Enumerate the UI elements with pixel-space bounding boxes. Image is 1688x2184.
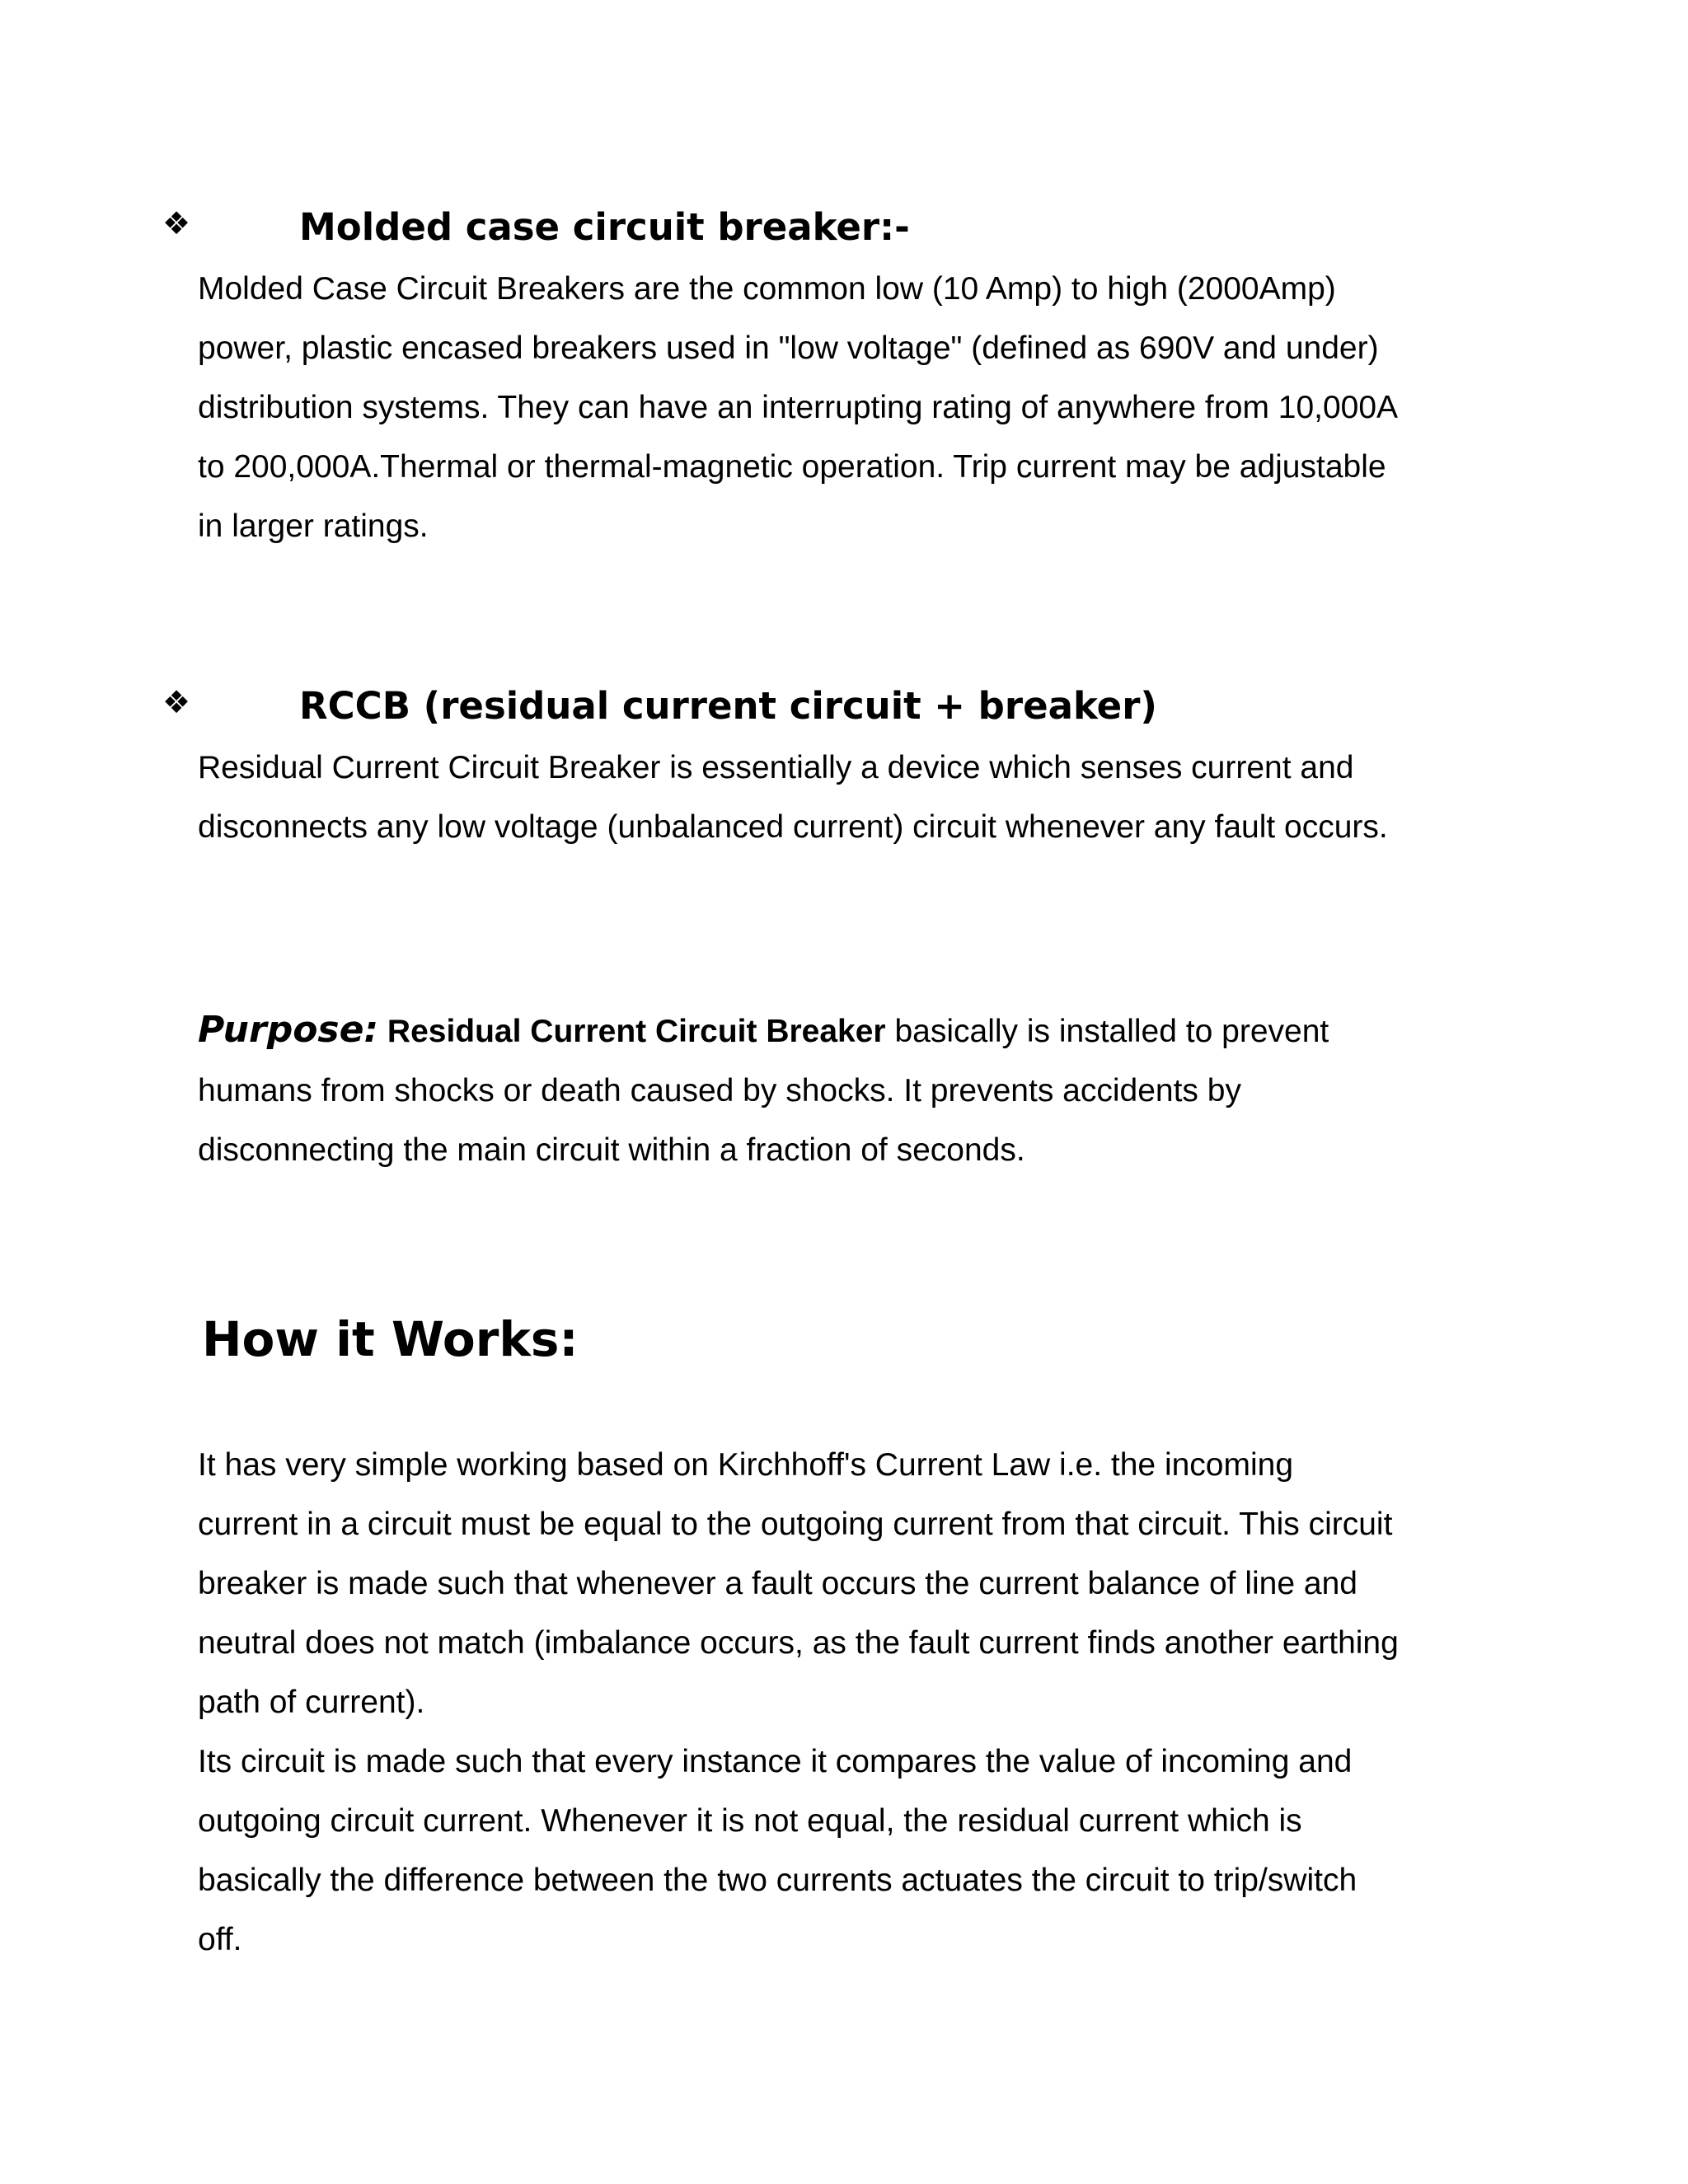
diamond-bullet-icon: ❖ <box>162 205 191 241</box>
how-it-works-paragraph-2: Its circuit is made such that every instance it compares the value of incoming and outgoing circuit current. Whenever it is not equal, the residual current which is basically the difference between the two currents actuates the circuit to trip/switch off. <box>198 1744 1357 1957</box>
purpose-label: Purpose: <box>198 1009 379 1051</box>
mccb-heading: Molded case circuit breaker:- <box>299 205 910 249</box>
how-it-works-title: How it Works: <box>202 1311 579 1367</box>
mccb-body-text: Molded Case Circuit Breakers are the common low (10 Amp) to high (2000Amp) power, plastic encased breakers used in "low voltage" (defined as 690V and under) distribution systems. They can have an interrupting rating of anywhere from 10,000A to 200,000A.Thermal or thermal-magnetic operation. Trip current may be adjustable in larger ratings. <box>198 271 1396 544</box>
rccb-paragraph <box>198 738 1401 857</box>
mccb-heading-row <box>162 203 1481 252</box>
rccb-heading: RCCB (residual current circuit + breaker) <box>299 684 1157 728</box>
purpose-paragraph <box>198 1001 1401 1180</box>
how-it-works-paragraphs <box>198 1436 1401 1970</box>
mccb-paragraph <box>198 260 1401 556</box>
purpose-bold-term: Residual Current Circuit Breaker <box>387 1014 886 1049</box>
diamond-bullet-icon: ❖ <box>162 684 191 720</box>
how-it-works-paragraph-1: It has very simple working based on Kirchhoff's Current Law i.e. the incoming current in a circuit must be equal to the outgoing current from that circuit. This circuit breaker is made such that whenever a fault occurs the current balance of line and neutral does not match (imbalance occurs, as the fault current finds another earthing path of current). <box>198 1447 1399 1720</box>
purpose-text <box>198 1001 1401 1180</box>
rccb-heading-row <box>162 682 1481 731</box>
purpose-body: basically is installed to prevent humans from shocks or death caused by shocks. It prevents accidents by disconnecting the main circuit within a fraction of seconds. <box>198 1014 1329 1168</box>
rccb-body-text: Residual Current Circuit Breaker is essentially a device which senses current and disconnects any low voltage (unbalanced current) circuit whenever any fault occurs. <box>198 750 1388 845</box>
